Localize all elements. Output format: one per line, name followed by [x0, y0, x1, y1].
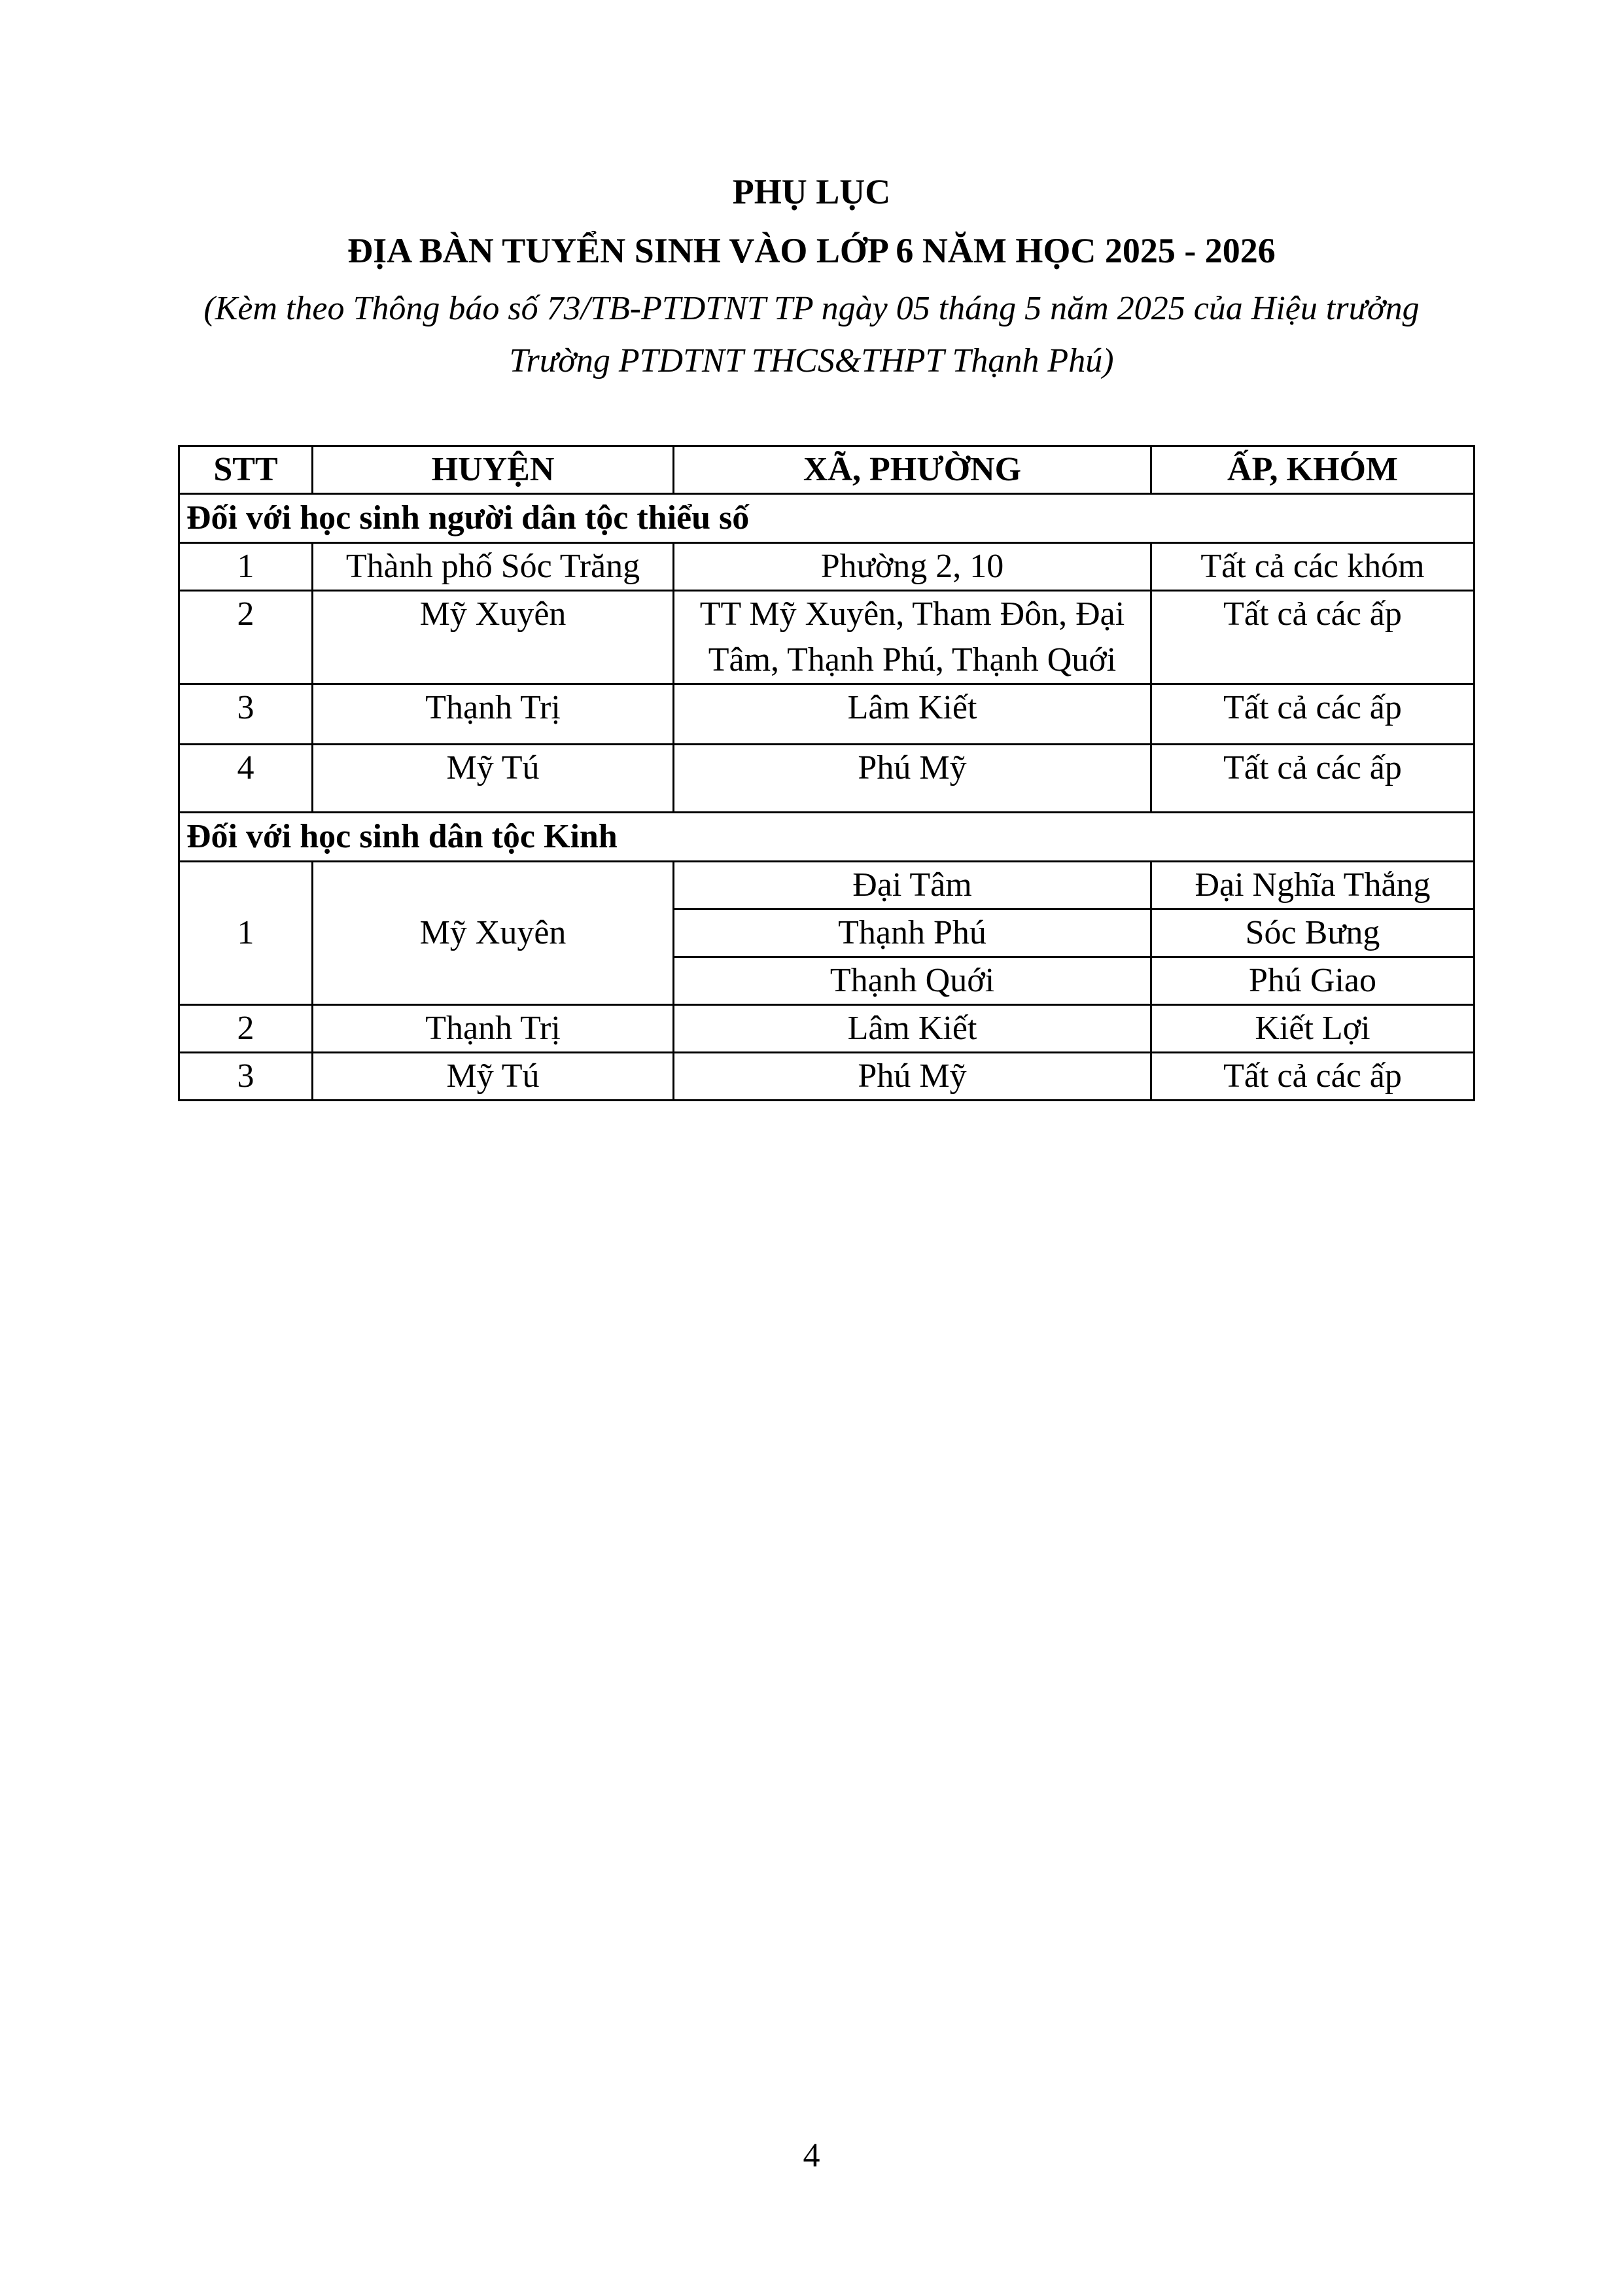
table-row	[179, 591, 1475, 684]
cell-stt: 2	[179, 1005, 313, 1053]
column-header-huyen: HUYỆN	[313, 446, 674, 494]
section-title: Đối với học sinh người dân tộc thiểu số	[179, 494, 1475, 543]
table-row	[179, 1005, 1475, 1053]
cell-huyen: Thạnh Trị	[313, 684, 674, 745]
section-row	[179, 494, 1475, 543]
cell-huyen: Thành phố Sóc Trăng	[313, 543, 674, 591]
cell-ap-khom: Sóc Bưng	[1151, 910, 1475, 957]
cell-xa-phuong	[674, 591, 1151, 684]
page-number: 4	[803, 2137, 820, 2174]
enrollment-area-table	[178, 445, 1475, 1101]
appendix-title: PHỤ LỤC	[732, 172, 891, 211]
table-row	[179, 1053, 1475, 1101]
cell-huyen: Thạnh Trị	[313, 1005, 674, 1053]
subtitle-line-1: (Kèm theo Thông báo số 73/TB-PTDTNT TP ngày 05 tháng 5 năm 2025 của Hiệu trưởng	[203, 290, 1420, 327]
cell-xa-phuong: Phú Mỹ	[674, 745, 1151, 813]
document-title: ĐỊA BÀN TUYỂN SINH VÀO LỚP 6 NĂM HỌC 2025 - 2026	[347, 231, 1276, 270]
cell-stt: 1	[179, 862, 313, 1005]
cell-stt: 4	[179, 745, 313, 813]
cell-stt: 1	[179, 543, 313, 591]
cell-xa-phuong: Lâm Kiết	[674, 1005, 1151, 1053]
cell-huyen: Mỹ Xuyên	[313, 862, 674, 1005]
cell-huyen: Mỹ Xuyên	[313, 591, 674, 684]
cell-xa-phuong: Phường 2, 10	[674, 543, 1151, 591]
cell-ap-khom: Tất cả các ấp	[1151, 1053, 1475, 1101]
cell-huyen: Mỹ Tú	[313, 745, 674, 813]
cell-xa-phuong: Lâm Kiết	[674, 684, 1151, 745]
cell-ap-khom: Tất cả các khóm	[1151, 543, 1475, 591]
cell-xa-line-1: TT Mỹ Xuyên, Tham Đôn, Đại	[699, 595, 1125, 633]
cell-huyen: Mỹ Tú	[313, 1053, 674, 1101]
table-row	[179, 684, 1475, 745]
cell-ap-khom: Tất cả các ấp	[1151, 745, 1475, 813]
table-header-row	[179, 446, 1475, 494]
cell-ap-khom: Tất cả các ấp	[1151, 591, 1475, 684]
subtitle-line-2: Trường PTDTNT THCS&THPT Thạnh Phú)	[509, 342, 1114, 380]
section-title: Đối với học sinh dân tộc Kinh	[179, 813, 1475, 862]
column-header-stt: STT	[179, 446, 313, 494]
section-row	[179, 813, 1475, 862]
cell-xa-phuong: Đại Tâm	[674, 862, 1151, 910]
cell-xa-line-2: Tâm, Thạnh Phú, Thạnh Quới	[708, 641, 1117, 679]
cell-ap-khom: Đại Nghĩa Thắng	[1151, 862, 1475, 910]
table-row	[179, 745, 1475, 813]
cell-stt: 2	[179, 591, 313, 684]
cell-ap-khom: Tất cả các ấp	[1151, 684, 1475, 745]
cell-ap-khom: Kiết Lợi	[1151, 1005, 1475, 1053]
cell-ap-khom: Phú Giao	[1151, 957, 1475, 1005]
cell-xa-phuong: Thạnh Quới	[674, 957, 1151, 1005]
cell-stt: 3	[179, 684, 313, 745]
table-row	[179, 862, 1475, 910]
column-header-xa-phuong: XÃ, PHƯỜNG	[674, 446, 1151, 494]
cell-xa-phuong: Thạnh Phú	[674, 910, 1151, 957]
cell-xa-phuong: Phú Mỹ	[674, 1053, 1151, 1101]
column-header-ap-khom: ẤP, KHÓM	[1151, 446, 1475, 494]
table-row	[179, 543, 1475, 591]
cell-stt: 3	[179, 1053, 313, 1101]
